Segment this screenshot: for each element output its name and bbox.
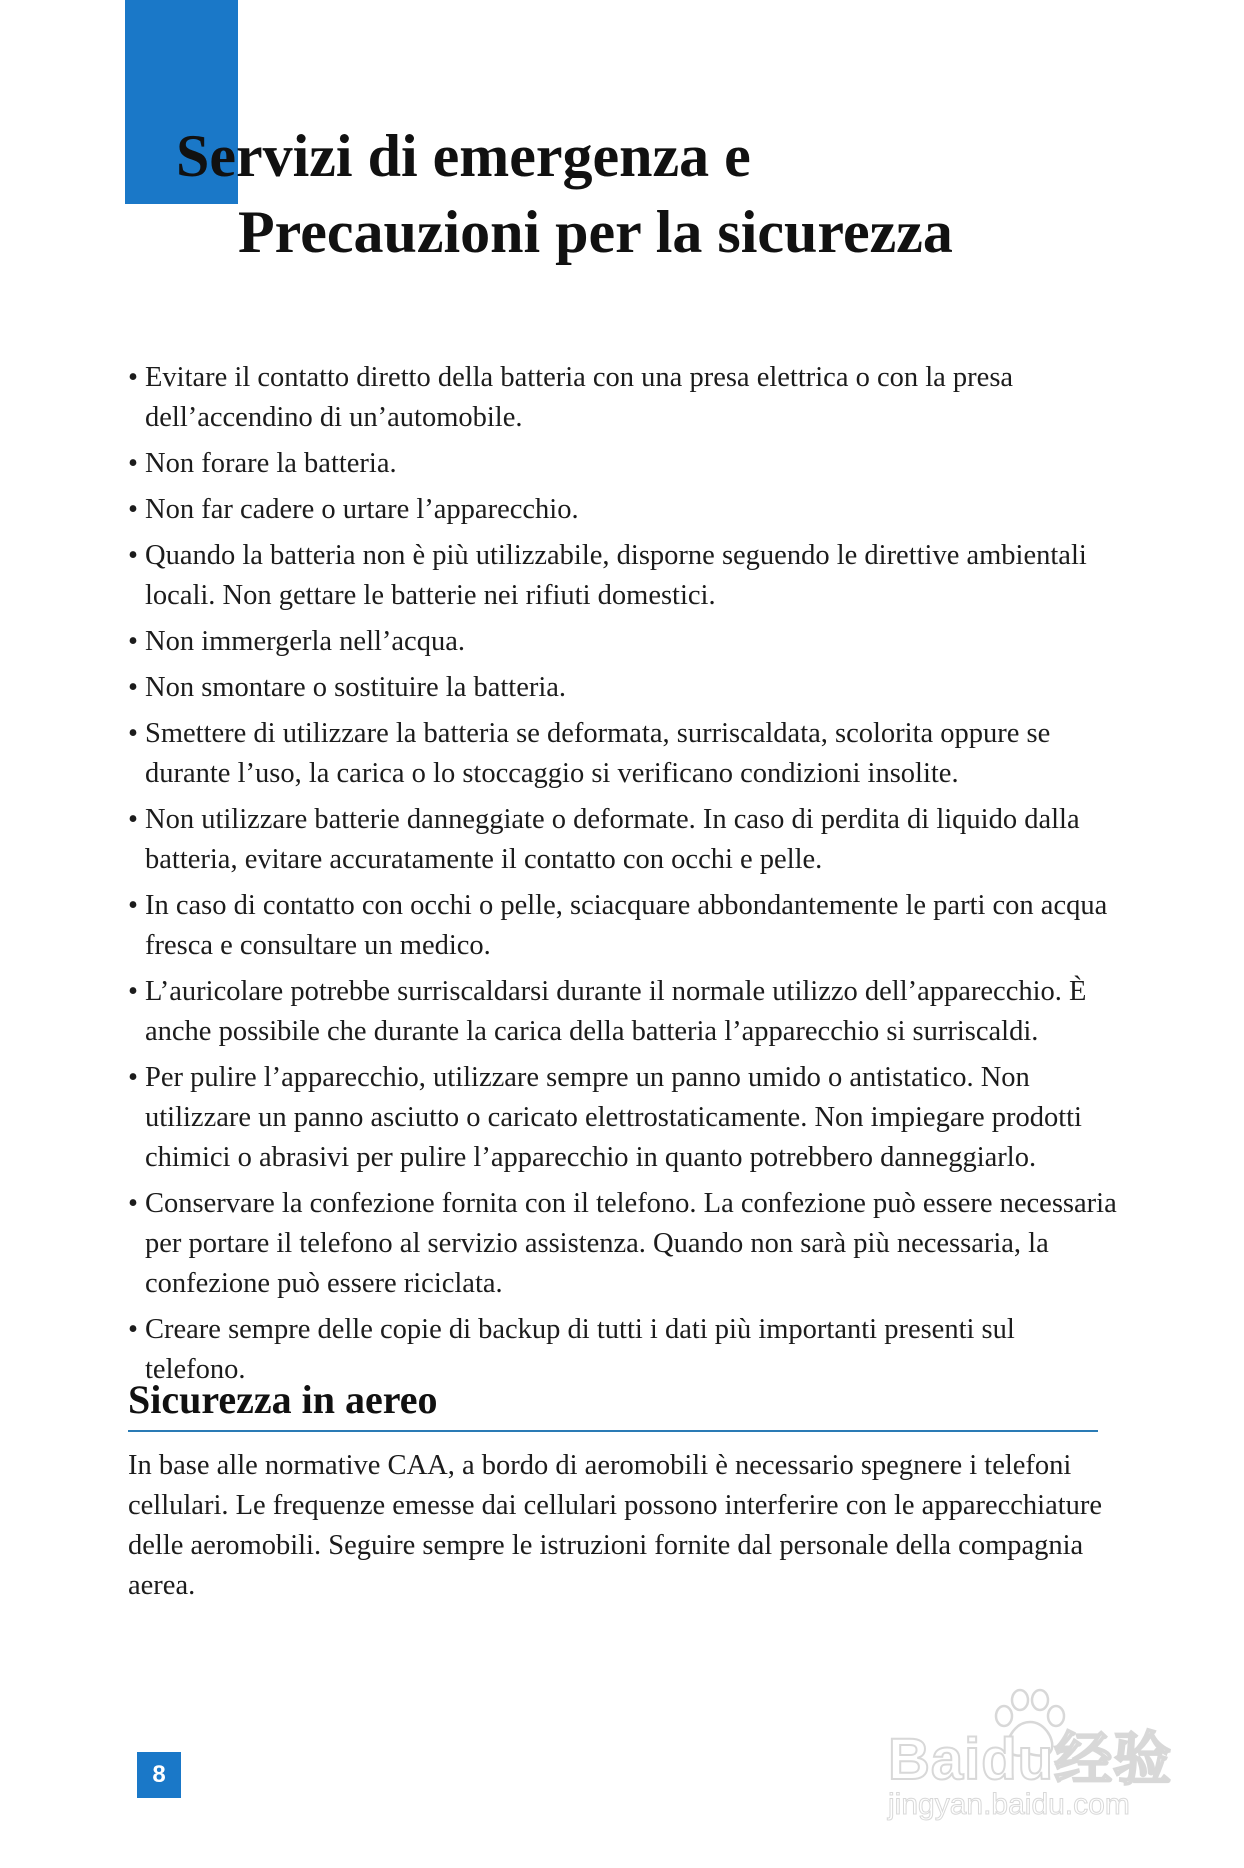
- baidu-watermark: [888, 1686, 1188, 1834]
- bullet-item: • Non immergerla nell’acqua.: [128, 622, 1118, 662]
- safety-bullet-list: [128, 358, 1118, 1396]
- watermark-brand: Baidu经验: [888, 1727, 1173, 1792]
- section-heading: Sicurezza in aereo: [128, 1372, 1098, 1432]
- bullet-item: • Evitare il contatto diretto della batteria con una presa elettrica o con la presa dell’accendino di un’automobile.: [128, 358, 1118, 438]
- bullet-item: • Smettere di utilizzare la batteria se deformata, surriscaldata, scolorita oppure se durante l’uso, la carica o lo stoccaggio si verificano condizioni insolite.: [128, 714, 1118, 794]
- page-title-line-2: Precauzioni per la sicurezza: [238, 199, 953, 265]
- bullet-item: • Non smontare o sostituire la batteria.: [128, 668, 1118, 708]
- bullet-item: • L’auricolare potrebbe surriscaldarsi durante il normale utilizzo dell’apparecchio. È anche possibile che durante la carica della batteria l’apparecchio si surriscaldi.: [128, 972, 1118, 1052]
- bullet-item: • Conservare la confezione fornita con il telefono. La confezione può essere necessaria per portare il telefono al servizio assistenza. Quando non sarà più necessaria, la confezione può essere riciclata.: [128, 1184, 1118, 1304]
- page-title-line-1: Servizi di emergenza e: [176, 123, 751, 189]
- bullet-item: • Non utilizzare batterie danneggiate o deformate. In caso di perdita di liquido dalla batteria, evitare accuratamente il contatto con occhi e pelle.: [128, 800, 1118, 880]
- page-title: [0, 118, 953, 270]
- watermark-url: jingyan.baidu.com: [888, 1788, 1130, 1821]
- section-paragraph: In base alle normative CAA, a bordo di aeromobili è necessario spegnere i telefoni cellulari. Le frequenze emesse dai cellulari possono interferire con le apparecchiature delle aeromobili. Seguire sempre le istruzioni fornite dal personale della compagnia aerea.: [128, 1450, 1103, 1601]
- bullet-item: • Non far cadere o urtare l’apparecchio.: [128, 490, 1118, 530]
- bullet-item: • In caso di contatto con occhi o pelle, sciacquare abbondantemente le parti con acqua fresca e consultare un medico.: [128, 886, 1118, 966]
- page-number-badge: 8: [137, 1752, 181, 1798]
- bullet-item: • Creare sempre delle copie di backup di tutti i dati più importanti presenti sul telefono.: [128, 1310, 1118, 1390]
- bullet-item: • Quando la batteria non è più utilizzabile, disporne seguendo le direttive ambientali locali. Non gettare le batterie nei rifiuti domestici.: [128, 536, 1118, 616]
- bullet-item: • Non forare la batteria.: [128, 444, 1118, 484]
- bullet-item: • Per pulire l’apparecchio, utilizzare sempre un panno umido o antistatico. Non utilizzare un panno asciutto o caricato elettrostaticamente. Non impiegare prodotti chimici o abrasivi per pulire l’apparecchio in quanto potrebbero danneggiarlo.: [128, 1058, 1118, 1178]
